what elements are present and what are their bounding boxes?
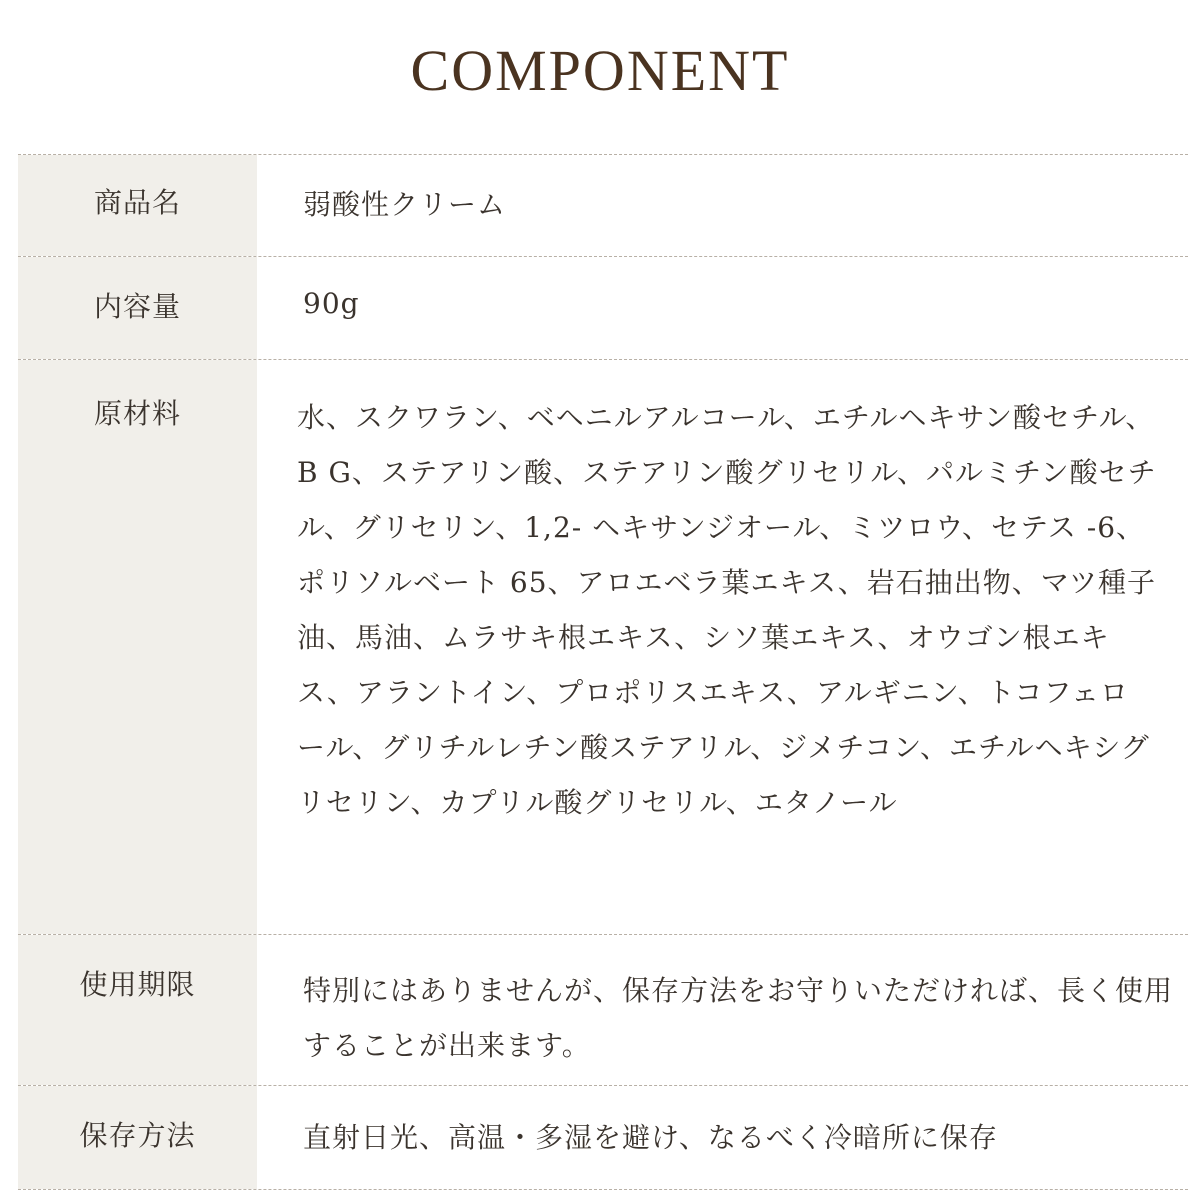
row-value: 特別にはありませんが、保存方法をお守りいただければ、長く使用することが出来ます。	[303, 974, 1174, 1062]
table-row-expiry	[18, 935, 1188, 1086]
row-label	[18, 257, 257, 359]
row-value: 弱酸性クリーム	[303, 188, 507, 221]
component-table	[18, 154, 1188, 1190]
table-row-volume	[18, 257, 1188, 360]
row-value: 水、スクワラン、ベヘニルアルコール、エチルヘキサン酸セチル、B G、ステアリン酸、ステアリン酸グリセリル、パルミチン酸セチル、グリセリン、1,2- ヘキサンジオール、ミツロウ、セテス -6、ポリソルベート 65、アロエベラ葉エキス、岩石抽出物、マツ種子油、馬油、ムラサキ根エキス、シソ葉エキス、オウゴン根エキス、アラントイン、プロポリスエキス、アルギニン、トコフェロール、グリチルレチン酸ステアリル、ジメチコン、エチルヘキシグリセリン、カプリル酸グリセリル、エタノール	[297, 401, 1157, 819]
row-value: 直射日光、高温・多湿を避け、なるべく冷暗所に保存	[303, 1121, 998, 1154]
row-label	[18, 1086, 257, 1189]
row-label	[18, 155, 257, 256]
page-title: COMPONENT	[410, 38, 790, 103]
label-text: 使用期限	[79, 968, 196, 1001]
row-value: 90g	[303, 287, 360, 320]
label-text: 保存方法	[79, 1119, 196, 1152]
row-label	[18, 360, 257, 934]
row-label	[18, 935, 257, 1085]
label-text: 原材料	[93, 397, 181, 430]
table-row-ingredients	[18, 360, 1188, 935]
label-text: 内容量	[93, 290, 181, 323]
table-row-storage	[18, 1086, 1188, 1190]
table-row-product-name	[18, 155, 1188, 257]
label-text: 商品名	[93, 186, 181, 219]
